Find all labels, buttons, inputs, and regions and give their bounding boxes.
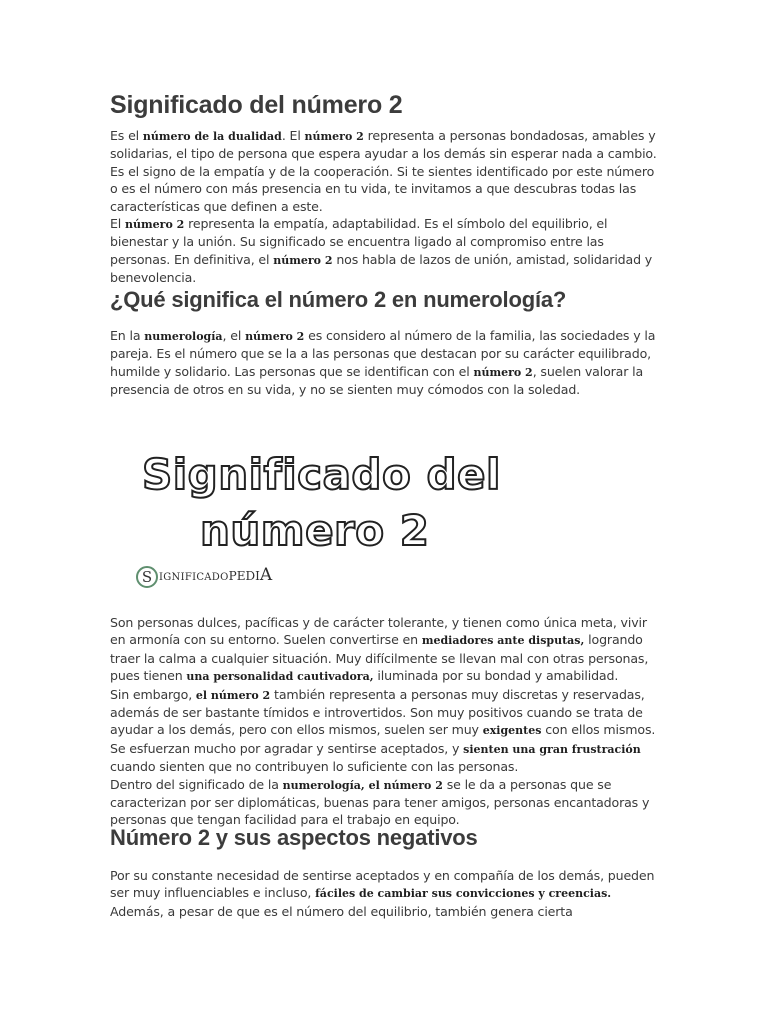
text-run: cuando sienten que no contribuyen lo suficiente con las personas. [110, 759, 519, 775]
bold-phrase: sienten una gran frustración [463, 742, 641, 756]
section-heading-numerologia: ¿Qué significa el número 2 en numerología? [110, 287, 567, 312]
bold-phrase: fáciles de cambiar sus convicciones y creencias. [315, 887, 612, 901]
text-run: Dentro del significado de la [110, 776, 283, 792]
bold-phrase: exigentes [482, 724, 542, 738]
text-run: Son personas dulces, pacíficas y de carácter tolerante, y tienen como única meta, vivir en armonía con su entorno. Suelen convertirse en [110, 615, 647, 648]
bold-phrase: numerología [144, 330, 223, 343]
bold-phrase: una personalidad cautivadora, [186, 670, 374, 684]
image-title-line2: número 2 [200, 506, 430, 555]
text-run: nos habla de lazos de unión, amistad, solidaridad y benevolencia. [110, 251, 653, 286]
text-run: , suelen valorar la presencia de otros en su vida, y no se sienten muy cómodos con la soledad. [110, 363, 644, 398]
text-run: , el [222, 328, 246, 343]
text-run: se le da a personas que se caracterizan por ser diplomáticas, buenas para tener amigos, personas encantadoras y personas que tengan facilidad para el trabajo en equipo. [110, 776, 650, 828]
image-title-line1: Significado del [142, 450, 501, 499]
text-run: logrando traer la calma a cualquier situación. Muy difícilmente se llevan mal con otras personas, pues tienen [110, 632, 649, 684]
text-run: representa la empatía, adaptabilidad. Es el símbolo del equilibrio, el bienestar y la unión. Su significado se encuentra ligado al compromiso entre las personas. En definitiva, el [110, 216, 608, 267]
bold-phrase: número 2 [245, 330, 305, 343]
logo-text-pedi: PEDI [228, 569, 260, 583]
text-run: es considero al número de la familia, las sociedades y la pareja. Es el número que se la a las personas que destacan por su carácter equilibrado, humilde y solidario. Las personas que se identifican con el [110, 328, 656, 379]
text-run: iluminada por su bondad y amabilidad. [373, 668, 619, 684]
text-run: con ellos mismos. Se esfuerzan mucho por agradar y sentirse aceptados, y [110, 722, 656, 756]
significado-image [110, 445, 530, 595]
logo-text-a: A [259, 565, 273, 585]
text-run: Por su constante necesidad de sentirse aceptados y en compañía de los demás, pueden ser muy influenciables e incluso, [110, 868, 655, 901]
bold-phrase: mediadores ante disputas, [421, 634, 585, 648]
bold-phrase: número 2 [273, 253, 333, 267]
text-run: Además, a pesar de que es el número del equilibrio, también genera cierta [110, 903, 573, 919]
bold-phrase: número 2 [125, 218, 185, 232]
text-run: representa a personas bondadosas, amables y solidarias, el tipo de persona que espera ayudar a los demás sin esperar nada a cambio. Es el signo de la empatía y de la cooperación. Si te sientes identificado por este número o es el número con más presencia en tu vida, te invitamos a que descubras todas las características que definen a este. [110, 128, 657, 214]
logo-s-mark: S [136, 566, 158, 588]
significadopedia-logo [136, 565, 272, 588]
bold-phrase: el número 2 [195, 688, 271, 702]
bold-phrase: número 2 [473, 365, 533, 379]
text-run: . El [281, 128, 305, 143]
characteristics-paragraph [110, 614, 662, 829]
bold-phrase: número 2 [304, 130, 364, 143]
text-run: Sin embargo, [110, 686, 196, 702]
negativos-paragraph [110, 867, 662, 920]
text-run: Es el [110, 128, 143, 143]
text-run: El [110, 216, 126, 232]
logo-text: IGNIFICADO [159, 572, 229, 583]
numerologia-paragraph [110, 327, 662, 399]
text-run: también representa a personas muy discretas y reservadas, además de ser bastante tímidos e introvertidos. Son muy positivos cuando se trata de ayudar a los demás, pero con ellos mismos, suelen ser muy [110, 686, 645, 738]
page-title: Significado del número 2 [110, 91, 403, 119]
section-heading-negativos: Número 2 y sus aspectos negativos [110, 825, 478, 850]
text-run: En la [110, 328, 145, 343]
bold-phrase: numerología, el número 2 [282, 778, 443, 792]
intro-paragraph [110, 127, 662, 287]
bold-phrase: número de la dualidad [142, 130, 282, 143]
